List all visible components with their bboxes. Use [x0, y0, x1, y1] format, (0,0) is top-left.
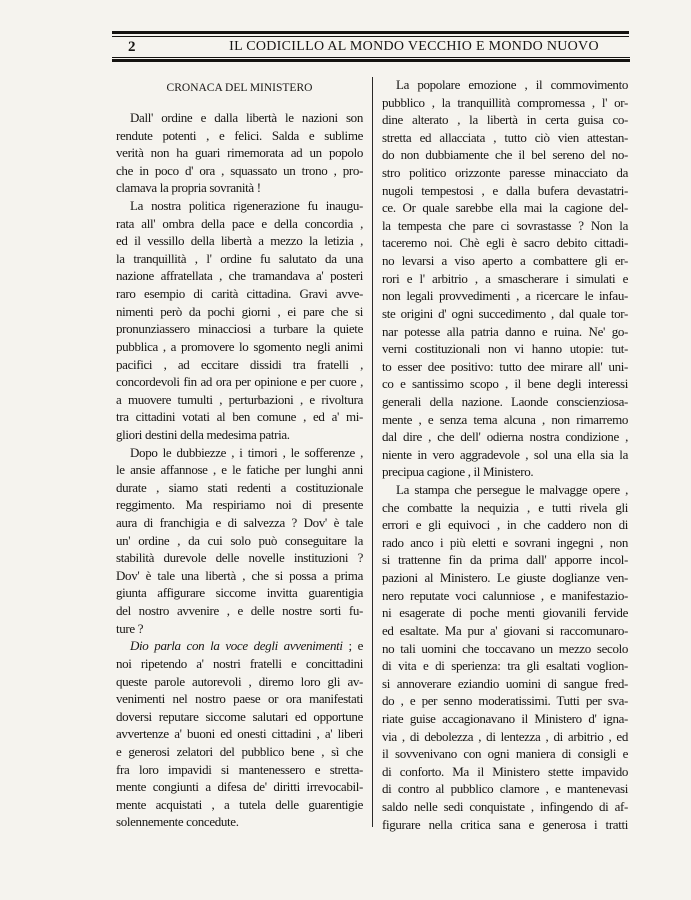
- paragraph: [116, 109, 363, 197]
- text-line: rendute potenti , e felici. Salda e sublime: [116, 127, 363, 143]
- text-line: non legali provvedimenti , a ricercare le infau-: [382, 288, 628, 304]
- text-line: riate guise accagionavano il Ministero d' igna-: [382, 710, 628, 726]
- text-line: che combatte la nequizia , e tutti rivela gli: [382, 499, 628, 515]
- text-line: pazioni al Ministero. Le giuste doglianze ven-: [382, 570, 628, 586]
- text-line: giunta affigurare siccome invitta guarentigia: [116, 585, 363, 601]
- text-line: fra loro impavidi si mantenessero e stretta-: [116, 761, 363, 777]
- paragraph: [116, 197, 363, 444]
- text-line: ed il vessillo della libertà a mezzo la letizia ,: [116, 233, 363, 249]
- text-line: solennemente concedute.: [116, 814, 239, 830]
- text-line: di vita e di sperienza: tra gli esaltati voglion-: [382, 658, 628, 674]
- text-line: La nostra politica rigenerazione fu inaugu-: [130, 198, 363, 214]
- text-line: pubblica , a promovere lo sgomento negli animi: [116, 338, 363, 354]
- text-line: mente congiunti a difesa de' diritti irrevocabil-: [116, 779, 363, 795]
- text-line: Dov' è tale una libertà , che si possa a prima: [116, 567, 363, 583]
- header-rule-top-thin: [112, 36, 629, 37]
- header-rule-bottom-thin: [112, 57, 630, 58]
- text-line: durate , siamo stati redenti a costituzionale: [116, 479, 363, 495]
- text-line: nazione affratellata , che tramandava a' posteri: [116, 268, 363, 284]
- text-line: aura di franchigia e di salvezza ? Dov' è tale: [116, 515, 363, 531]
- right-column: [382, 76, 628, 833]
- text-line: ed esaltate. Ma pur a' giovani si raccomunaro-: [382, 622, 628, 638]
- text-line: a muovere tumulti , perturbazioni , e rivoltura: [116, 391, 363, 407]
- text-line: verni costituzionali non vi hanno utopie: tut-: [382, 341, 628, 357]
- text-line: noi ripetendo a' nostri fratelli e concittadini: [116, 655, 363, 671]
- text-line: figurare nella critica sana e generosa i tratti: [382, 816, 628, 832]
- text-line: queste parole autorevoli , diremo loro gli av-: [116, 673, 363, 689]
- text-line: ce. Or quale sarebbe ella mai la cagione del-: [382, 200, 628, 216]
- text-line: co e santissimo scopo , il bene degli interessi: [382, 376, 628, 392]
- text-line: rori e l' arbitrio , a smascherare i simulati e: [382, 270, 628, 286]
- text-line: errori e gli equivoci , in che caddero non di: [382, 517, 628, 533]
- text-line: la tempesta che pare ci sovrastasse ? Non la: [382, 217, 628, 233]
- text-line: clamava la propria sovranità !: [116, 180, 261, 196]
- text-line: raro esempio di carità cittadina. Gravi avve-: [116, 286, 363, 302]
- text-line: nimenti però da pochi giorni , ei pare che si: [116, 303, 363, 319]
- text-line: ture ?: [116, 620, 144, 636]
- text-line: verità non ha guari rimemorata ad un popolo: [116, 145, 363, 161]
- text-line: rado anco i più eletti e sovrani ingegni , non: [382, 534, 628, 550]
- text-line: pacifici , ad eccitare dissidi tra fratelli ,: [116, 356, 363, 372]
- text-line: no tali uomini che toccavano un mezzo secolo: [382, 640, 628, 656]
- text-line: La popolare emozione , il commovimento: [396, 77, 628, 92]
- text-line: si annoverare eziandio uomini di sangue fred-: [382, 675, 628, 691]
- text-line: che in poco d' ora , squassato un trono , pro-: [116, 162, 363, 178]
- text-line: nero reputate voci calunniose , e manifestazio-: [382, 587, 628, 603]
- left-column: [116, 109, 363, 831]
- page-number: 2: [128, 39, 136, 55]
- text-line: stabilità durevole delle novelle instituzioni ?: [116, 550, 363, 566]
- text-line: dine alterato , la libertà in certa guisa co-: [382, 112, 628, 128]
- text-line: no levarsi a viso aperto a combattere gli er-: [382, 253, 628, 269]
- text-line: pronunziassero minacciosi a turbare la quiete: [116, 321, 363, 337]
- text-line: le ansie affannose , e le fatiche per lunghi anni: [116, 462, 363, 478]
- text-line: si trattenne fin da prima dall' apporre incol-: [382, 552, 628, 568]
- header-rule-bottom: [112, 59, 630, 62]
- text-line: dal dire , che dell' odierna nostra condizione ,: [382, 429, 628, 445]
- paragraph: [116, 637, 363, 831]
- text-line: concordevoli fin ad ora per opinione e per cuore ,: [116, 374, 363, 390]
- text-line: stretta ed allacciata , tutto ciò vien attestan-: [382, 129, 628, 145]
- text-line: doversi reputare siccome salutari ed opportune: [116, 708, 363, 724]
- article-title: CRONACA DEL MINISTERO: [166, 82, 313, 94]
- text-line: rata all' ombra della pace e della concordia ,: [116, 215, 363, 231]
- text-line: gliori destini della medesima patria.: [116, 426, 290, 442]
- text-line: Dopo le dubbiezze , i timori , le sofferenze ,: [130, 444, 363, 460]
- column-divider: [372, 77, 373, 827]
- text-line: di contro al pubblico clamore , e mantenevasi: [382, 781, 628, 797]
- text-line: to esser dee positivo: tutto dee mirare all' uni-: [382, 358, 628, 374]
- header-rule-top: [112, 31, 629, 34]
- text-line: la tranquillità , l' ordine fu salutato da una: [116, 250, 363, 266]
- paragraph: [382, 481, 628, 833]
- lead-line-continuation: ; e: [342, 638, 363, 654]
- paragraph: [382, 76, 628, 481]
- text-line: saldo nelle sedi conquistate , infingendo di af-: [382, 798, 628, 814]
- text-line: mente acquistati , a tutela delle guarentigie: [116, 796, 363, 812]
- text-line: del nostro avvenire , e delle nostre sorti fu-: [116, 603, 363, 619]
- text-line: avvertenze a' buoni ed onesti cittadini , a' liberi: [116, 726, 363, 742]
- text-line: tra cittadini votati al ben comune , ed a' mi-: [116, 409, 363, 425]
- text-line: do non dubbiamente che il bel sereno del no-: [382, 147, 628, 163]
- text-line: pubblico , la tranquillità compromessa , l' or-: [382, 94, 628, 110]
- running-head-title: IL CODICILLO AL MONDO VECCHIO E MONDO NUOVO: [229, 39, 599, 54]
- text-line: [116, 637, 363, 655]
- text-line: il sovvenivano con ogni maniera di consigli e: [382, 746, 628, 762]
- text-line: di conforto. Ma il Ministero stette impavido: [382, 763, 628, 779]
- text-line: mente , e senza tema alcuna , non rimarremo: [382, 411, 628, 427]
- text-line: e generosi zelatori del pubblico bene , sì che: [116, 743, 363, 759]
- text-line: precipua cagione , il Ministero.: [382, 464, 534, 480]
- text-line: generali della nazione. Laonde conscienziosa-: [382, 393, 628, 409]
- text-line: Dall' ordine e dalla libertà le nazioni son: [130, 110, 363, 125]
- text-line: niente in vero aggradevole , sol una ella sia la: [382, 446, 628, 462]
- text-line: via , di debolezza , di lentezza , di arbitrio , ed: [382, 728, 628, 744]
- text-line: stro politico orizzonte paresse minacciato da: [382, 165, 628, 181]
- italic-lead-text: Dio parla con la voce degli avvenimenti: [130, 638, 343, 654]
- text-line: nar potesse alla patria danno e ruina. Ne' go-: [382, 323, 628, 339]
- text-line: un' ordine , da cui solo può conseguitare la: [116, 532, 363, 548]
- text-line: do , e per senno moderatissimi. Tutti per sva-: [382, 693, 628, 709]
- paragraph: [116, 444, 363, 638]
- text-line: ste origini d' ogni succedimento , dal quale tor-: [382, 305, 628, 321]
- text-line: La stampa che persegue le malvagge opere ,: [396, 482, 628, 498]
- text-line: ni esagerate di poche menti giovanili fervide: [382, 605, 628, 621]
- text-line: nugoli tempestosi , e dalla bufera devastatri-: [382, 182, 628, 198]
- text-line: taceremo noi. Chè egli è sacro debito cittadi-: [382, 235, 628, 251]
- text-line: venimenti nel nostro paese or ora manifestati: [116, 691, 363, 707]
- text-line: reggimento. Ma respiriamo noi di presente: [116, 497, 363, 513]
